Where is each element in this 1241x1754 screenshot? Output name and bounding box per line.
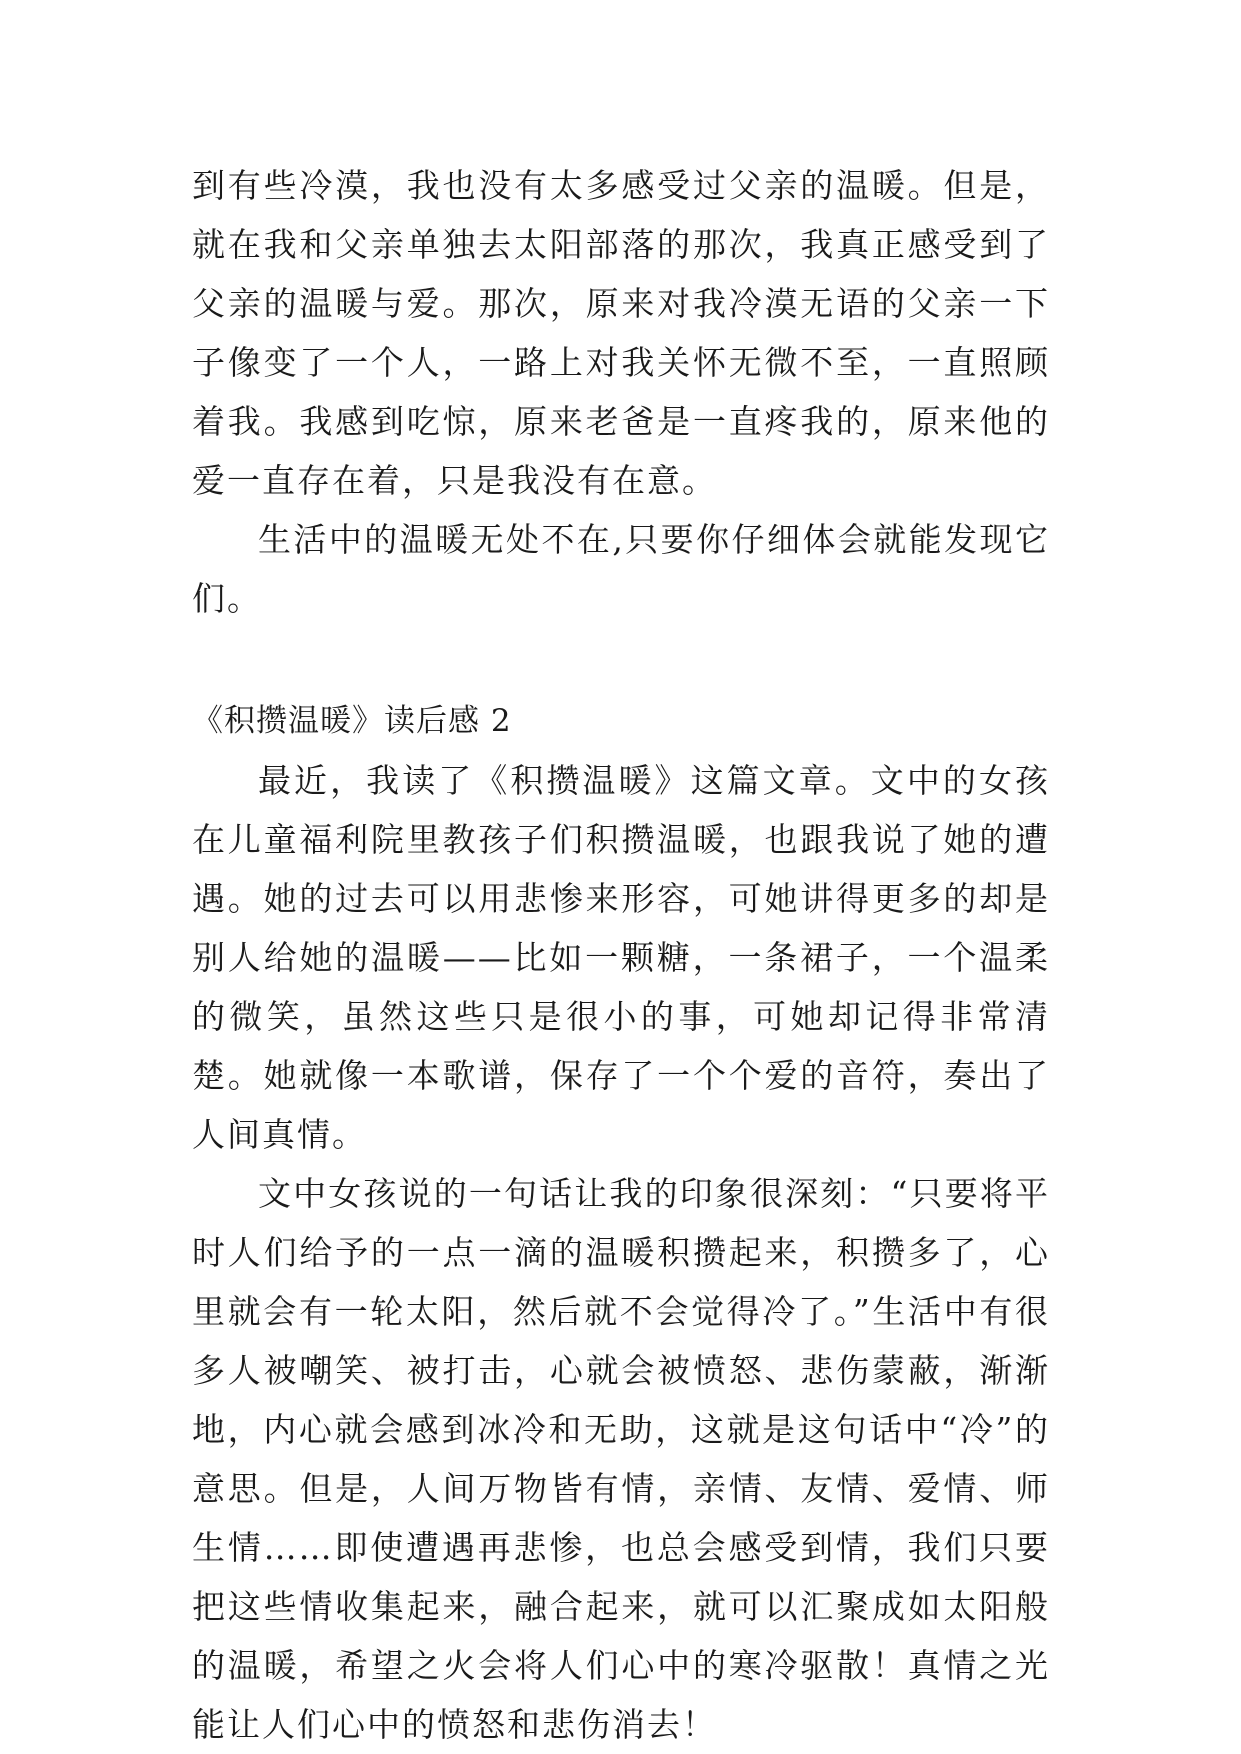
section-heading: 《积攒温暖》读后感 2 [192, 703, 512, 739]
document-page [192, 156, 1050, 1754]
paragraph-3: 最近，我读了《积攒温暖》这篇文章。文中的女孩在儿童福利院里教孩子们积攒温暖，也跟我说了她的遭遇。她的过去可以用悲惨来形容，可她讲得更多的却是别人给她的温暖——比如一颗糖，一条裙子，一个温柔的微笑，虽然这些只是很小的事，可她却记得非常清楚。她就像一本歌谱，保存了一个个爱的音符，奏出了人间真情。 [192, 761, 1050, 1154]
section-gap [192, 628, 1050, 692]
paragraph-2: 生活中的温暖无处不在,只要你仔细体会就能发现它们。 [192, 520, 1050, 618]
paragraph-4: 文中女孩说的一句话让我的印象很深刻：“只要将平时人们给予的一点一滴的温暖积攒起来，积攒多了，心里就会有一轮太阳，然后就不会觉得冷了。”生活中有很多人被嘲笑、被打击，心就会被愤怒、悲伤蒙蔽，渐渐地，内心就会感到冰冷和无助，这就是这句话中“冷”的意思。但是，人间万物皆有情，亲情、友情、爱情、师生情……即使遭遇再悲惨，也总会感受到情，我们只要把这些情收集起来，融合起来，就可以汇聚成如太阳般的温暖，希望之火会将人们心中的寒冷驱散！真情之光能让人们心中的愤怒和悲伤消去！ [192, 1174, 1050, 1744]
paragraph-1: 到有些冷漠，我也没有太多感受过父亲的温暖。但是，就在我和父亲单独去太阳部落的那次，我真正感受到了父亲的温暖与爱。那次，原来对我冷漠无语的父亲一下子像变了一个人，一路上对我关怀无微不至，一直照顾着我。我感到吃惊，原来老爸是一直疼我的，原来他的爱一直存在着，只是我没有在意。 [192, 166, 1050, 500]
